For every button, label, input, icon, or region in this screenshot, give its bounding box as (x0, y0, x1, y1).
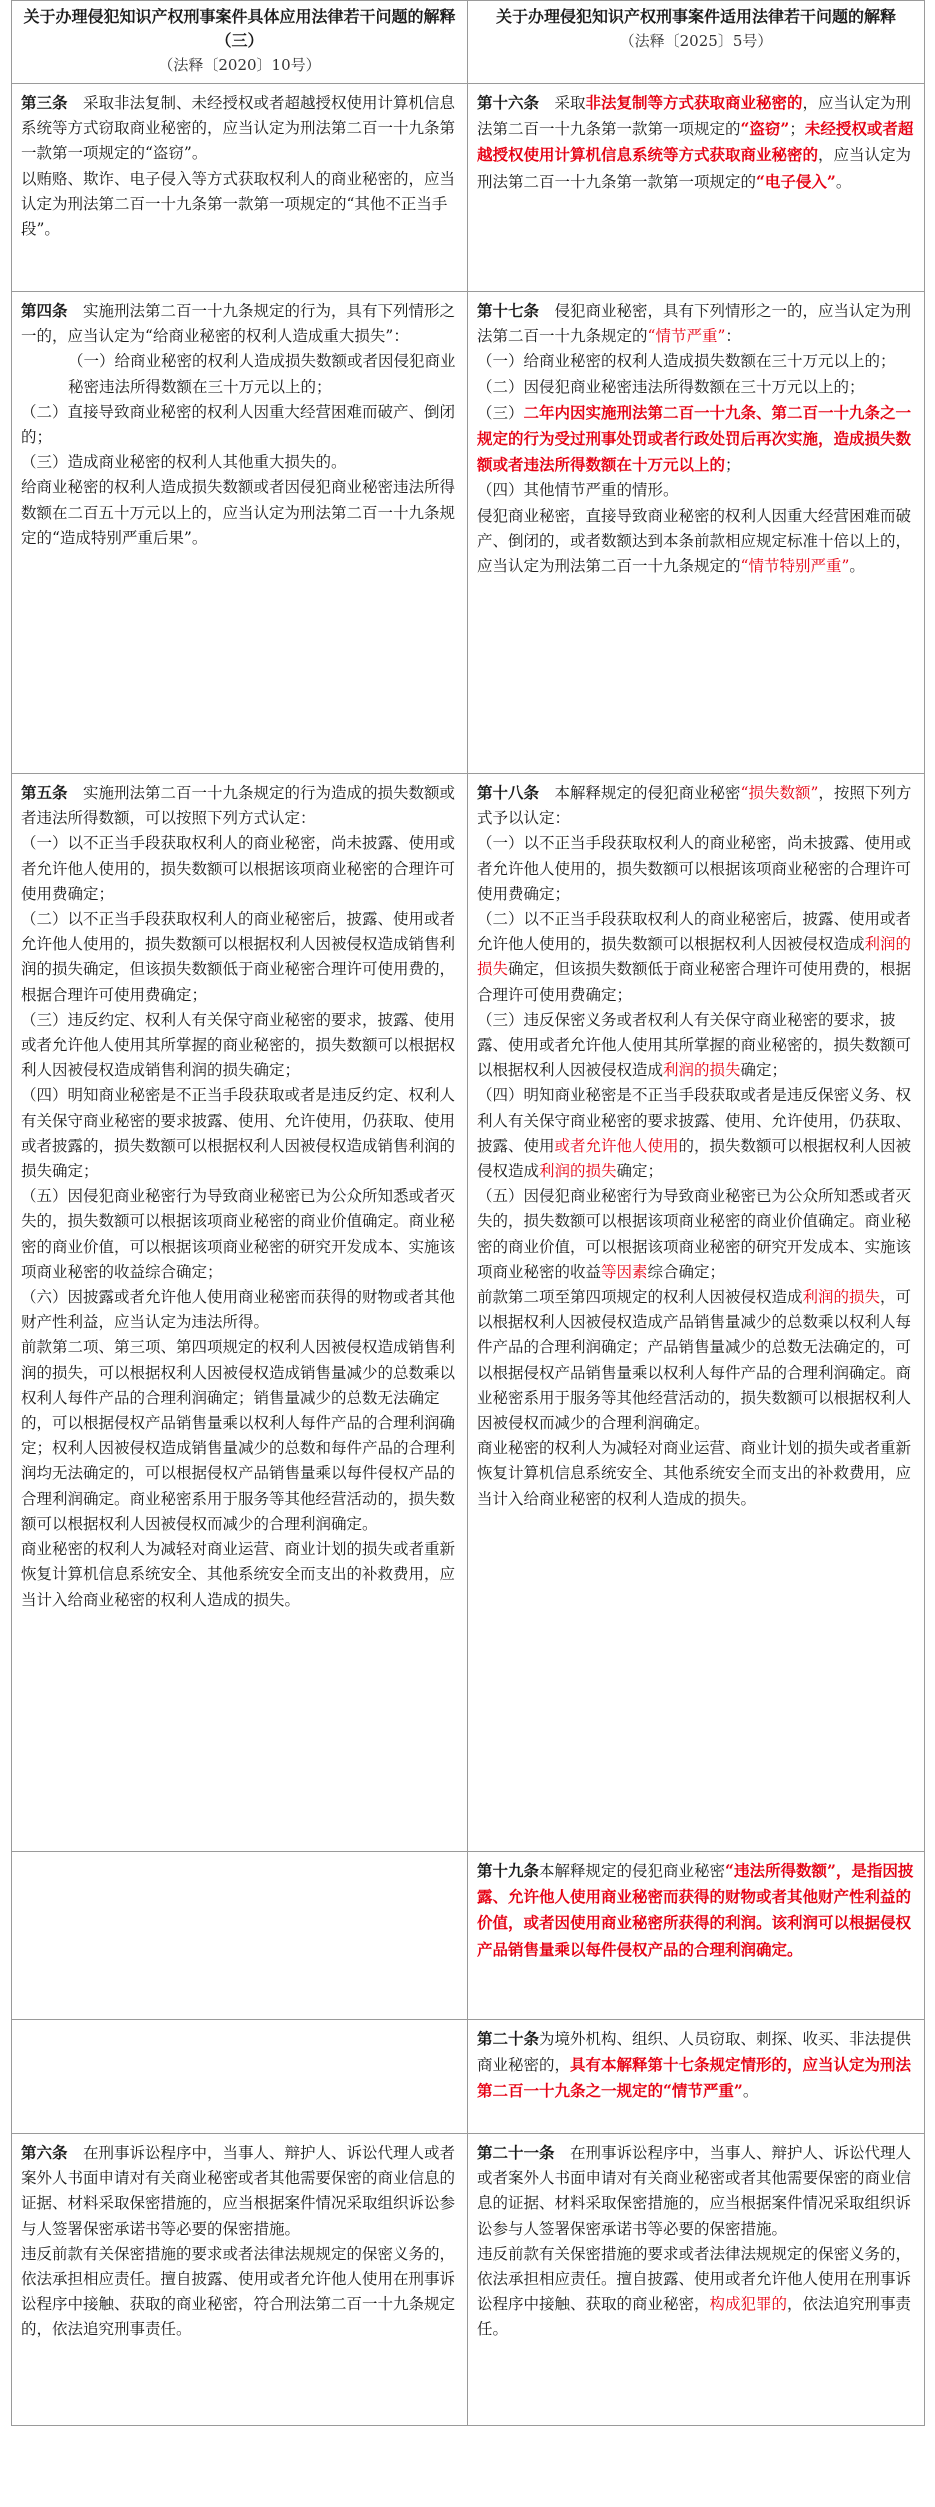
article-number: 第十七条 (477, 301, 540, 320)
highlighted-text: “电子侵入” (756, 171, 836, 191)
text-run: 确定； (740, 1061, 788, 1080)
paragraph (21, 1537, 458, 1613)
paragraph (477, 1083, 915, 1184)
paragraph (477, 831, 915, 907)
article-number: 第二十一条 (477, 2143, 555, 2162)
text-run: （三）违反保密义务或者权利人有关保守商业秘密的要求，披露、使用或者允许他人使用其所掌握的商业秘密的，损失数额可以根据权利人因被侵权造成 (477, 1010, 912, 1080)
text-run: ，应当认定为刑法第二百一十九条第一款第一项规定的 (477, 94, 912, 139)
paragraph (21, 1184, 458, 1285)
highlighted-text: 利润的损失 (477, 935, 912, 979)
left-cell (12, 1852, 468, 2020)
text-run: 实施刑法第二百一十九条规定的行为，具有下列情形之一的，应当认定为“给商业秘密的权利人造成重大损失”： (21, 302, 456, 346)
paragraph (477, 1184, 915, 1285)
text-run: （三）造成商业秘密的权利人其他重大损失的。 (21, 453, 347, 472)
text-run: 在刑事诉讼程序中，当事人、辩护人、诉讼代理人或者案外人书面申请对有关商业秘密或者其他需要保密的商业信息的证据、材料采取保密措施的，应当根据案件情况采取组织诉讼参与人签署保密承诺书等必要的保密措施。 (21, 2144, 456, 2238)
paragraph (477, 298, 915, 349)
left-cell (12, 292, 468, 774)
highlighted-text: 未经授权或者超越授权使用计算机信息系统等方式获取商业秘密的 (477, 119, 914, 165)
paragraph (21, 475, 458, 551)
right-cell (468, 2134, 925, 2426)
article-number: 第十九条 (477, 1861, 540, 1880)
paragraph (21, 2140, 458, 2242)
text-run: （二）以不正当手段获取权利人的商业秘密后，披露、使用或者允许他人使用的，损失数额可以根据权利人因被侵权造成 (477, 910, 912, 954)
article-number: 第十六条 (477, 93, 540, 112)
highlighted-text: 利润的损失 (802, 1288, 881, 1307)
right-doc-number: （法释〔2025〕5号） (619, 32, 773, 50)
text-run: 给商业秘密的权利人造成损失数额或者因侵犯商业秘密违法所得数额在二百五十万元以上的，应当认定为刑法第二百一十九条规定的“造成特别严重后果”。 (21, 478, 456, 547)
text-run: 的，损失数额可以根据权利人因被侵权造成 (477, 1136, 912, 1181)
right-doc-title: 关于办理侵犯知识产权刑事案件适用法律若干问题的解释 (495, 7, 896, 26)
text-run: 。 (742, 2082, 759, 2101)
text-run: （二）以不正当手段获取权利人的商业秘密后，披露、使用或者允许他人使用的，损失数额可以根据权利人因被侵权造成销售利润的损失确定，但该损失数额低于商业秘密合理许可使用费的，根据合理许可使用费确定； (21, 910, 456, 1004)
text-run: ： (725, 327, 741, 346)
text-run: 实施刑法第二百一十九条规定的行为造成的损失数额或者违法所得数额，可以按照下列方式认定： (21, 784, 456, 828)
paragraph (477, 907, 915, 1008)
paragraph (21, 349, 458, 399)
text-run: （五）因侵犯商业秘密行为导致商业秘密已为公众所知悉或者灭失的，损失数额可以根据该项商业秘密的商业价值确定。商业秘密的商业价值，可以根据该项商业秘密的研究开发成本、实施该项商业秘密的收益综合确定； (21, 1187, 456, 1281)
paragraph (477, 504, 915, 580)
highlighted-text: 或者允许他人使用 (554, 1136, 679, 1155)
row-loss-amount (12, 774, 925, 1852)
right-cell (468, 774, 925, 1852)
highlighted-text: 非法复制等方式获取商业秘密的 (585, 93, 803, 112)
left-cell (12, 774, 468, 1852)
highlighted-text: “损失数额” (740, 784, 819, 802)
row-trade-secret-means (12, 84, 925, 292)
text-run: 违反前款有关保密措施的要求或者法律法规规定的保密义务的，依法承担相应责任。擅自披露、使用或者允许他人使用在刑事诉讼程序中接触、获取的商业秘密， (477, 2244, 912, 2314)
paragraph (477, 375, 915, 400)
left-cell (12, 84, 468, 292)
text-run: （一）给商业秘密的权利人造成损失数额或者因侵犯商业秘密违法所得数额在三十万元以上的； (68, 352, 456, 396)
paragraph (477, 1436, 915, 1512)
text-run: 综合确定； (647, 1262, 726, 1281)
right-cell (468, 2020, 925, 2134)
text-run: （三） (477, 403, 524, 422)
paragraph (21, 298, 458, 349)
text-run: 侵犯商业秘密，具有下列情形之一的，应当认定为刑法第二百一十九条规定的 (477, 302, 912, 346)
paragraph (21, 450, 458, 475)
text-run: ，应当认定为刑法第二百一十九条第一款第一项规定的 (477, 146, 912, 191)
right-cell (468, 84, 925, 292)
paragraph (21, 1285, 458, 1335)
paragraph (477, 349, 915, 374)
text-run: （四）其他情节严重的情形。 (477, 481, 679, 500)
paragraph (477, 90, 915, 195)
text-run: ，依法追究刑事责任。 (477, 2295, 912, 2339)
header-row (12, 1, 925, 84)
text-run: 。 (849, 557, 865, 576)
paragraph (477, 478, 915, 503)
left-cell (12, 2134, 468, 2426)
text-run: 确定，但该损失数额低于商业秘密合理许可使用费的，根据合理许可使用费确定； (477, 960, 912, 1004)
paragraph (477, 2242, 915, 2343)
paragraph (21, 907, 458, 1008)
highlighted-text: 构成犯罪的 (709, 2295, 788, 2314)
row-serious-circumstances (12, 292, 925, 774)
paragraph (477, 1858, 915, 1963)
highlighted-text: 利润的损失 (539, 1162, 617, 1181)
text-run: （三）违反约定、权利人有关保守商业秘密的要求，披露、使用或者允许他人使用其所掌握的商业秘密的，损失数额可以根据权利人因被侵权造成销售利润的损失确定； (21, 1010, 456, 1080)
right-cell (468, 292, 925, 774)
paragraph (477, 1008, 915, 1084)
paragraph (21, 2242, 458, 2343)
text-run: （二）直接导致商业秘密的权利人因重大经营困难而破产、倒闭的； (21, 402, 456, 447)
highlighted-text: 利润的损失 (663, 1061, 741, 1080)
paragraph (477, 400, 915, 479)
text-run: （四）明知商业秘密是不正当手段获取或者是违反约定、权利人有关保守商业秘密的要求披露、使用、允许使用，仍获取、使用或者披露的，损失数额可以根据权利人因被侵权造成销售利润的损失确定； (21, 1086, 456, 1181)
paragraph (21, 1008, 458, 1084)
left-cell (12, 2020, 468, 2134)
article-number: 第六条 (21, 2143, 68, 2162)
highlighted-text: 二年内因实施刑法第二百一十九条、第二百一十九条之一规定的行为受过刑事处罚或者行政处罚后再次实施，造成损失数额或者违法所得数额在十万元以上的 (477, 402, 912, 475)
text-run: （五）因侵犯商业秘密行为导致商业秘密已为公众所知悉或者灭失的，损失数额可以根据该项商业秘密的商业价值确定。商业秘密的商业价值，可以根据该项商业秘密的研究开发成本、实施该项商业秘密的收益 (477, 1187, 912, 1281)
article-number: 第五条 (21, 783, 68, 802)
text-run: 在刑事诉讼程序中，当事人、辩护人、诉讼代理人或者案外人书面申请对有关商业秘密或者其他需要保密的商业信息的证据、材料采取保密措施的，应当根据案件情况采取组织诉讼参与人签署保密承诺书等必要的保密措施。 (477, 2144, 912, 2238)
text-run: 前款第二项、第三项、第四项规定的权利人因被侵权造成销售利润的损失，可以根据权利人因被侵权造成销售量减少的总数乘以权利人每件产品的合理利润确定；销售量减少的总数无法确定的，可以根据侵权产品销售量乘以权利人每件产品的合理利润确定；权利人因被侵权造成销售量减少的总数和每件产品的合理利润均无法确定的，可以根据侵权产品销售量乘以每件侵权产品的合理利润确定。商业秘密系用于服务等其他经营活动的，损失数额可以根据权利人因被侵权而减少的合理利润确定。 (21, 1338, 456, 1533)
paragraph (21, 90, 458, 167)
text-run: （一）给商业秘密的权利人造成损失数额在三十万元以上的； (477, 352, 896, 371)
paragraph (477, 2026, 915, 2105)
text-run: 本解释规定的侵犯商业秘密 (539, 784, 741, 802)
highlighted-text: “盗窃” (740, 119, 790, 139)
text-run: ，按照下列方式予以认定： (477, 784, 912, 828)
article-number: 第十八条 (477, 783, 540, 802)
text-run: 为境外机构、组织、人员窃取、刺探、收买、非法提供商业秘密的， (477, 2030, 912, 2075)
comparison-table (11, 0, 925, 2426)
paragraph (21, 167, 458, 243)
highlighted-text: “情节特别严重” (740, 557, 850, 576)
text-run: （四）明知商业秘密是不正当手段获取或者是违反保密义务、权利人有关保守商业秘密的要求披露、使用、允许使用，仍获取、披露、使用 (477, 1086, 912, 1155)
paragraph (477, 780, 915, 831)
paragraph (21, 400, 458, 450)
text-run: ，可以根据权利人因被侵权造成产品销售量减少的总数乘以权利人每件产品的合理利润确定；产品销售量减少的总数无法确定的，可以根据侵权产品销售量乘以权利人每件产品的合理利润确定。商业秘密系用于服务等其他经营活动的，损失数额可以根据权利人因被侵权而减少的合理利润确定。 (477, 1288, 912, 1433)
text-run: 商业秘密的权利人为减轻对商业运营、商业计划的损失或者重新恢复计算机信息系统安全、其他系统安全而支出的补救费用，应当计入给商业秘密的权利人造成的损失。 (21, 1540, 456, 1609)
text-run: 侵犯商业秘密，直接导致商业秘密的权利人因重大经营困难而破产、倒闭的，或者数额达到本条前款相应规定标准十倍以上的，应当认定为刑法第二百一十九条规定的 (477, 506, 912, 576)
text-run: （二）因侵犯商业秘密违法所得数额在三十万元以上的； (477, 377, 865, 396)
article-number: 第四条 (21, 301, 68, 320)
paragraph (21, 1083, 458, 1184)
text-run: 前款第二项至第四项规定的权利人因被侵权造成 (477, 1288, 803, 1307)
text-run: 。 (835, 172, 852, 191)
highlighted-text: 具有本解释第十七条规定情形的，应当认定为刑法第二百一十九条之一规定的“情节严重” (477, 2055, 912, 2101)
text-run: 以贿赂、欺诈、电子侵入等方式获取权利人的商业秘密的，应当认定为刑法第二百一十九条第一款第一项规定的“其他不正当手段”。 (21, 169, 456, 239)
text-run: 采取 (539, 94, 586, 112)
left-doc-title: 关于办理侵犯知识产权刑事案件具体应用法律若干问题的解释（三） (23, 7, 456, 50)
paragraph (21, 831, 458, 907)
paragraph (477, 1285, 915, 1436)
paragraph (477, 2140, 915, 2242)
highlighted-text: 等因素 (601, 1262, 648, 1281)
article-number: 第二十条 (477, 2029, 540, 2048)
left-header-cell (12, 1, 468, 84)
highlighted-text: “情节严重” (647, 327, 726, 346)
left-doc-number: （法释〔2020〕10号） (158, 56, 321, 74)
text-run: 确定； (616, 1162, 664, 1181)
row-foreign-entities (12, 2020, 925, 2134)
text-run: （一）以不正当手段获取权利人的商业秘密，尚未披露、使用或者允许他人使用的，损失数额可以根据该项商业秘密的合理许可使用费确定； (21, 834, 456, 903)
text-run: ； (725, 456, 741, 475)
text-run: 采取非法复制、未经授权或者超越授权使用计算机信息系统等方式窃取商业秘密的，应当认定为刑法第二百一十九条第一款第一项规定的“盗窃”。 (21, 94, 456, 163)
article-number: 第三条 (21, 93, 68, 112)
paragraph (21, 780, 458, 831)
paragraph (21, 1335, 458, 1537)
highlighted-text: “违法所得数额”，是指因披露、允许他人使用商业秘密而获得的财物或者其他财产性利益的价值，或者因使用商业秘密所获得的利润。该利润可以根据侵权产品销售量乘以每件侵权产品的合理利润确定。 (477, 1861, 914, 1959)
right-cell (468, 1852, 925, 2020)
text-run: 商业秘密的权利人为减轻对商业运营、商业计划的损失或者重新恢复计算机信息系统安全、其他系统安全而支出的补救费用，应当计入给商业秘密的权利人造成的损失。 (477, 1439, 912, 1508)
row-litigation-confidentiality (12, 2134, 925, 2426)
right-header-cell (468, 1, 925, 84)
text-run: （六）因披露或者允许他人使用商业秘密而获得的财物或者其他财产性利益，应当认定为违法所得。 (21, 1288, 456, 1332)
text-run: （一）以不正当手段获取权利人的商业秘密，尚未披露、使用或者允许他人使用的，损失数额可以根据该项商业秘密的合理许可使用费确定； (477, 834, 912, 903)
row-illegal-gains (12, 1852, 925, 2020)
text-run: ； (789, 120, 805, 139)
text-run: 违反前款有关保密措施的要求或者法律法规规定的保密义务的，依法承担相应责任。擅自披露、使用或者允许他人使用在刑事诉讼程序中接触、获取的商业秘密，符合刑法第二百一十九条规定的，依法追究刑事责任。 (21, 2244, 456, 2339)
text-run: 本解释规定的侵犯商业秘密 (539, 1862, 726, 1880)
